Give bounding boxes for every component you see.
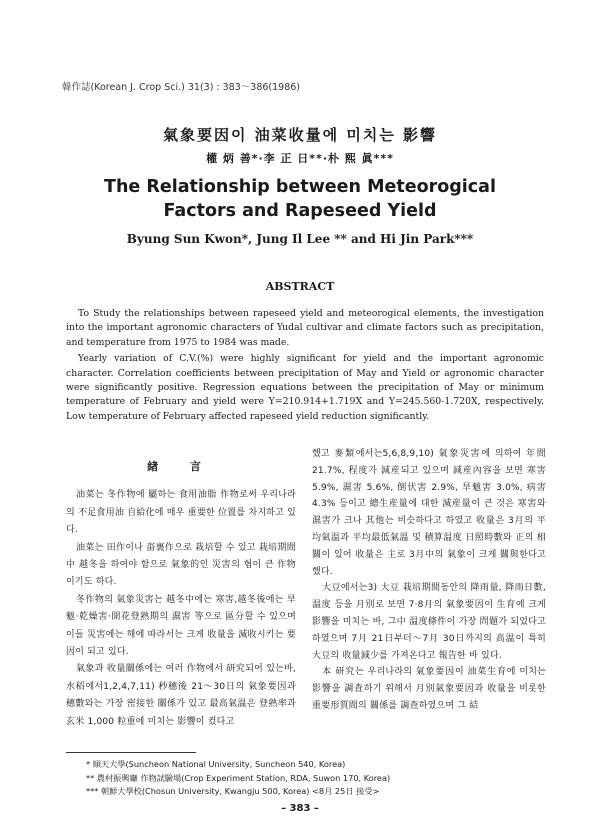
introduction-heading: 緖 言 — [147, 460, 215, 473]
korean-title: 氣象要因이 油菜收量에 미치는 影響 — [162, 126, 438, 144]
abstract — [66, 307, 544, 424]
korean-authors: 權 炳 善*·李 正 日**·朴 熙 眞*** — [206, 152, 394, 165]
footnote-affiliation-2: ** 農村振興廳 作物試驗場(Crop Experiment Station, RDA, Suwon 170, Korea) — [86, 772, 391, 783]
english-authors: Byung Sun Kwon*, Jung Il Lee ** and Hi Jin Park*** — [126, 232, 474, 246]
journal-citation: 韓作誌(Korean J. Crop Sci.) 31(3) : 383～386(1986) — [62, 82, 300, 93]
abstract-paragraph-1: To Study the relationships between rapeseed yield and meteorogical elements, the investigation into the important agronomic characters of Yudal cultivar and climate factors such as precipitation, and temperature from 1975 to 1984 was made. — [66, 308, 544, 348]
footnote-affiliation-3: *** 朝鮮大學校(Chosun University, Kwangju 500, Korea) <8月 25日 接受> — [86, 786, 380, 797]
english-title-line-2: Factors and Rapeseed Yield — [163, 201, 437, 221]
body-paragraph: 했고 麥類에서는5,6,8,9,10) 氣象災害에 의하여 年間 21.7%, 程度가 減産되고 있으며 減産內容을 보면 寒害 5.9%, 濕害 5.6%, 倒伏害 2.9%, 旱魃害 3.0%, 病害 4.3% 등이고 總生産量에 대한 減産量이 큰 것은 寒害와 濕害가 크나 其他는 비슷하다고 하였고 收量은 3月의 平均氣温과 平均最低氣温 및 積算温度 日照時數와 正의 相關이 있어 收量은 主로 3月中의 氣象이 크게 關與한다고 했다. — [312, 449, 546, 577]
body-paragraph: 油菜는 冬作物에 屬하는 食用油脂 作物로써 우리나라의 不足食用油 自給化에 매우 重要한 位置를 차지하고 있다. — [66, 490, 296, 536]
page-number: – 383 – — [281, 803, 319, 814]
body-paragraph: 大豆에서는3) 大豆 栽培期間동안의 降雨量, 降雨日數, 温度 등을 月別로 보면 7·8月의 氣象要因이 生育에 크게 影響을 미치는 바, 그中 温度條件이 가장 問題가 되었다고 하였으며 7月 21日부터～7月 30日까지의 高温이 특히 大豆의 收量減少를 가져온다고 報告한 바 있다. — [312, 583, 546, 661]
abstract-heading: ABSTRACT — [265, 280, 335, 293]
right-column — [312, 446, 546, 715]
footnotes — [86, 758, 390, 799]
footnote-affiliation-1: * 順天大學(Suncheon National University, Suncheon 540, Korea) — [86, 759, 346, 769]
body-paragraph: 本 研究는 우리나라의 氣象要因이 油菜生育에 미치는 影響을 調査하기 위해서 月別氣象要因과 收量을 비롯한 重要形質間의 關係를 調查하였으며 그 結 — [312, 667, 546, 711]
body-paragraph: 冬作物의 氣象災害는 越冬中에는 寒害,越冬後에는 旱魃·乾燥害·開花登熟期의 濕害 等으로 區分할 수 있으며 이들 災害에는 해에 따라서는 크게 收量을 減收시키는 要因이 되고 있다. — [66, 594, 296, 658]
english-title-line-1: The Relationship between Meteorogical — [104, 177, 496, 197]
left-column — [66, 458, 296, 731]
body-paragraph: 氣象과 收量關係에는 여러 作物에서 研究되어 있는바, 水稻에서1,2,4,7,11) 秒穗後 21～30日의 氣象要因과 穗數와는 가장 密接한 關係가 있고 最高氣温은 登熟率과 玄米 1,000 粒重에 미치는 影響이 컸다고 — [66, 664, 296, 727]
body-paragraph: 油菜는 田作이나 畓裏作으로 栽培할 수 있고 栽培期間中 越冬을 하여야 함으로 氣象的인 災害의 혐이 큰 作物이기도 하다. — [66, 542, 296, 588]
english-title — [0, 175, 600, 223]
footnote-divider — [66, 752, 196, 753]
abstract-paragraph-2: Yearly variation of C.V.(%) were highly significant for yield and the important agronomic character. Correlation coefficients between precipitation of May and Yield or agronomic character were significantly positive. Regression equations between the precipitation of May or minimum temperature of February and yield were Y=210.914+1.719X and Y=245.560-1.720X, respectively. Low temperature of February affected rapeseed yield reduction significantly. — [66, 353, 544, 422]
